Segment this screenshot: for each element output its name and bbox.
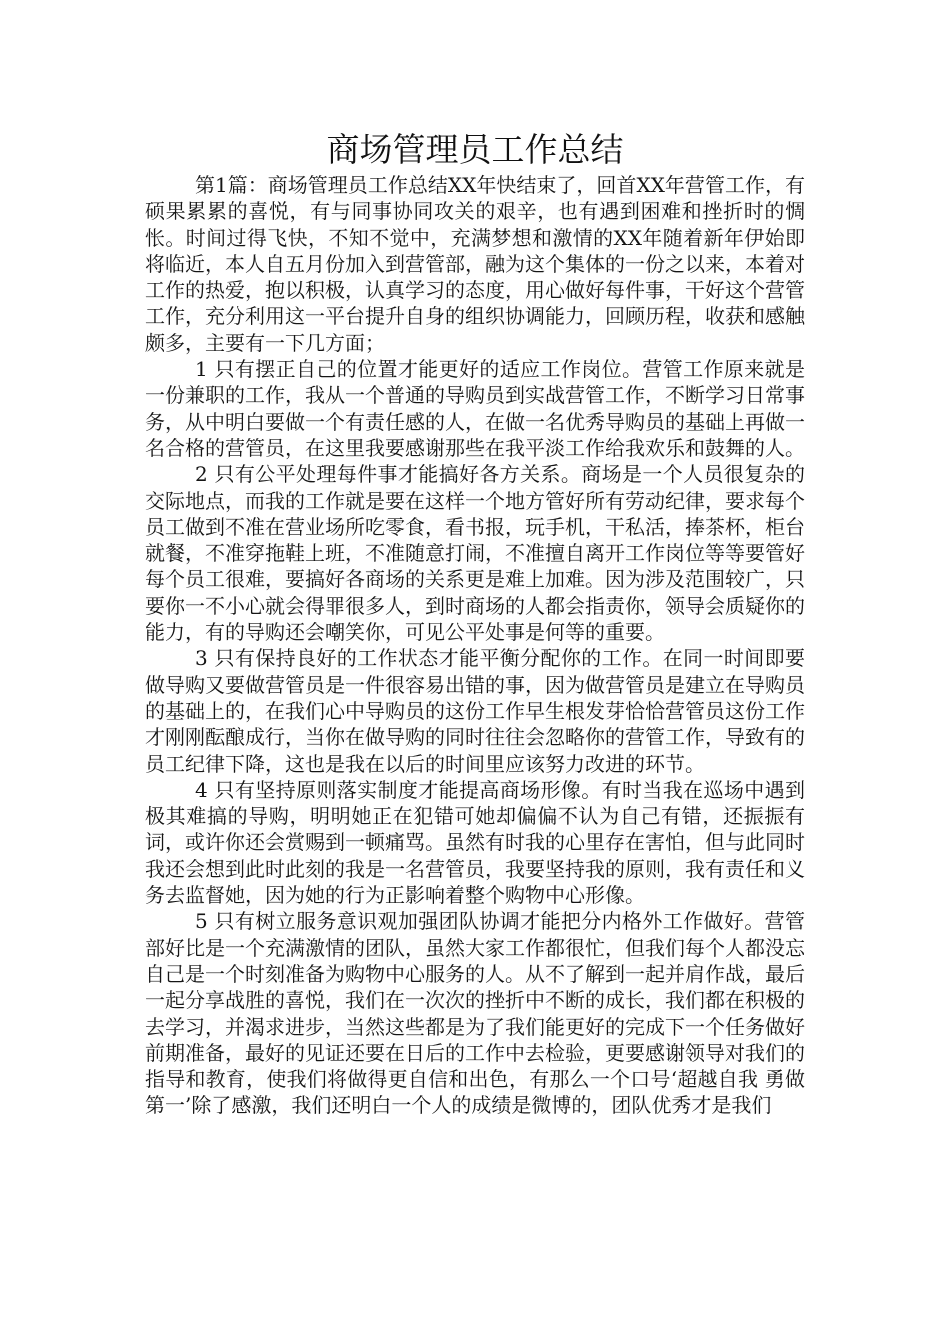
paragraph-point-5: 5 只有树立服务意识观加强团队协调才能把分内格外工作做好。营管部好比是一个充满激情的团队，虽然大家工作都很忙，但我们每个人都没忘自己是一个时刻准备为购物中心服务的人。从不了解到一起并肩作战，最后一起分享战胜的喜悦，我们在一次次的挫折中不断的成长，我们都在积极的去学习，并渴求进步，当然这些都是为了我们能更好的完成下一个任务做好前期准备，最好的见证还要在日后的工作中去检验，更要感谢领导对我们的指导和教育，使我们将做得更自信和出色，有那么一个口号‘超越自我 勇做第一’除了感激，我们还明白一个人的成绩是微博的，团队优秀才是我们 bbox=[145, 909, 805, 1118]
paragraph-point-4: 4 只有坚持原则落实制度才能提高商场形像。有时当我在巡场中遇到极其难搞的导购，明明她正在犯错可她却偏偏不认为自己有错，还振振有词，或许你还会赏赐到一顿痛骂。虽然有时我的心里存在害怕，但与此同时我还会想到此时此刻的我是一名营管员，我要坚持我的原则，我有责任和义务去监督她，因为她的行为正影响着整个购物中心形像。 bbox=[145, 777, 805, 908]
paragraph-point-2: 2 只有公平处理每件事才能搞好各方关系。商场是一个人员很复杂的交际地点，而我的工作就是要在这样一个地方管好所有劳动纪律，要求每个员工做到不准在营业场所吃零食，看书报，玩手机，干私活，捧茶杯，柜台就餐，不准穿拖鞋上班，不准随意打闹，不准擅自离开工作岗位等等要管好每个员工很难，要搞好各商场的关系更是难上加难。因为涉及范围较广，只要你一不小心就会得罪很多人，到时商场的人都会指责你，领导会质疑你的能力，有的导购还会嘲笑你，可见公平处事是何等的重要。 bbox=[145, 462, 805, 645]
paragraph-point-3: 3 只有保持良好的工作状态才能平衡分配你的工作。在同一时间即要做导购又要做营管员是一件很容易出错的事，因为做营管员是建立在导购员的基础上的，在我们心中导购员的这份工作早生根发芽恰恰营管员这份工作才刚刚酝酿成行，当你在做导购的同时往往会忽略你的营管工作，导致有的员工纪律下降，这也是我在以后的时间里应该努力改进的环节。 bbox=[145, 646, 805, 776]
paragraph-point-1: 1 只有摆正自己的位置才能更好的适应工作岗位。营管工作原来就是一份兼职的工作，我从一个普通的导购员到实战营管工作，不断学习日常事务，从中明白要做一个有责任感的人，在做一名优秀导购员的基础上再做一名合格的营管员，在这里我要感谢那些在我平淡工作给我欢乐和鼓舞的人。 bbox=[145, 357, 805, 460]
paragraph-intro: 第1篇：商场管理员工作总结XX年快结束了，回首XX年营管工作，有硕果累累的喜悦，有与同事协同攻关的艰辛，也有遇到困难和挫折时的惆怅。时间过得飞快，不知不觉中，充满梦想和激情的XX年随着新年伊始即将临近，本人自五月份加入到营管部，融为这个集体的一份之以来，本着对工作的热爱，抱以积极，认真学习的态度，用心做好每件事，干好这个营管工作，充分利用这一平台提升自身的组织协调能力，回顾历程，收获和感触颇多，主要有一下几方面； bbox=[145, 173, 805, 355]
document-body bbox=[145, 172, 805, 1119]
document-title: 商场管理员工作总结 bbox=[326, 130, 624, 169]
